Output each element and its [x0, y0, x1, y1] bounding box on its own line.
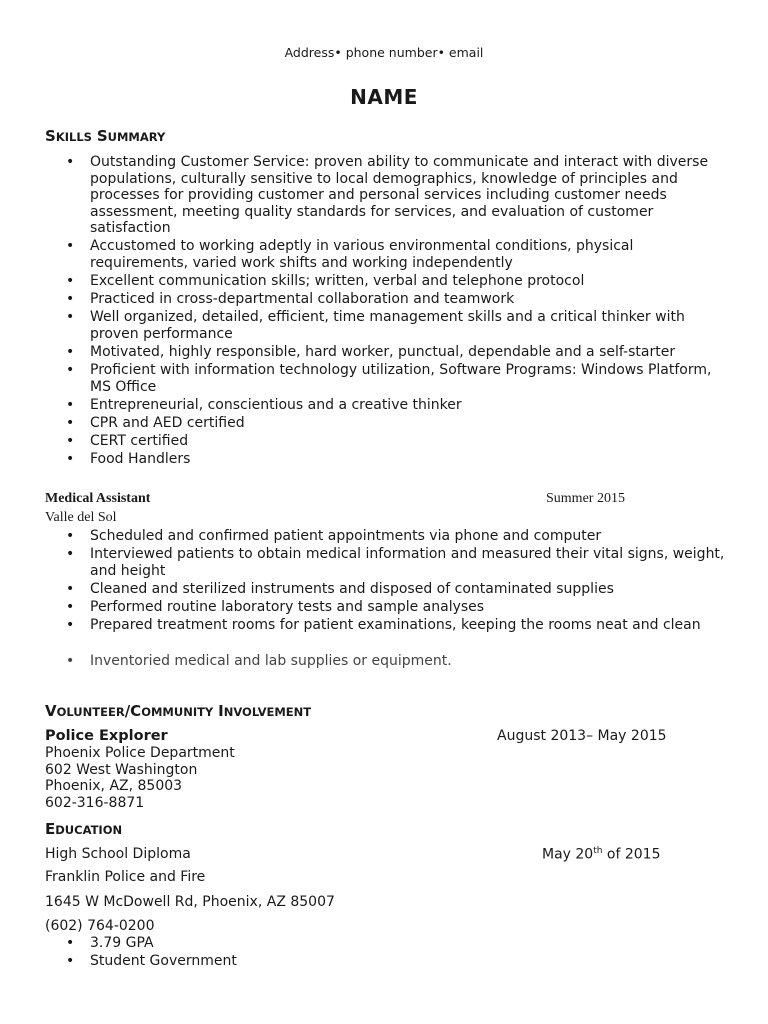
volunteer-phone: 602-316-8871	[45, 795, 145, 811]
skills-summary-heading: SKILLS SUMMARY	[45, 127, 166, 145]
education-school: Franklin Police and Fire	[45, 869, 206, 885]
job-date: Summer 2015	[546, 491, 625, 506]
list-item: • Performed routine laboratory tests and sample analyses	[45, 599, 735, 616]
education-date: May 20th of 2015	[542, 846, 661, 863]
education-address: 1645 W McDowell Rd, Phoenix, AZ 85007	[45, 894, 335, 910]
education-phone: (602) 764-0200	[45, 918, 155, 934]
list-item: • Interviewed patients to obtain medical information and measured their vital signs, weight, and height	[45, 546, 735, 579]
list-item: • 3.79 GPA	[45, 935, 735, 952]
list-item: • Proficient with information technology utilization, Software Programs: Windows Platform, MS Office	[45, 362, 735, 395]
list-item: • Scheduled and confirmed patient appointments via phone and computer	[45, 528, 735, 545]
list-item: • Outstanding Customer Service: proven ability to communicate and interact with diverse populations, culturally sensitive to local demographics, knowledge of principles and processes for providing customer and personal services including customer needs assessment, meeting quality standards for services, and evaluation of customer satisfaction	[45, 154, 735, 237]
education-degree: High School Diploma	[45, 846, 191, 862]
list-item: • CERT certified	[45, 433, 735, 450]
list-item: • Accustomed to working adeptly in various environmental conditions, physical requirements, varied work shifts and working independently	[45, 238, 735, 271]
job-title: Medical Assistant	[45, 491, 151, 506]
job-extra-list	[45, 653, 735, 670]
contact-line: Address• phone number• email	[284, 45, 484, 60]
list-item: • Student Government	[45, 953, 735, 970]
education-heading: EDUCATION	[45, 820, 123, 838]
list-item: • Food Handlers	[45, 451, 735, 468]
list-item: • Excellent communication skills; written, verbal and telephone protocol	[45, 273, 735, 290]
list-item: • CPR and AED certified	[45, 415, 735, 432]
volunteer-org: Phoenix Police Department	[45, 745, 235, 761]
volunteer-street: 602 West Washington	[45, 762, 198, 778]
list-item: • Well organized, detailed, efficient, time management skills and a critical thinker with proven performance	[45, 309, 735, 342]
list-item: • Practiced in cross-departmental collaboration and teamwork	[45, 291, 735, 308]
volunteer-city: Phoenix, AZ, 85003	[45, 778, 183, 794]
volunteer-heading: VOLUNTEER/COMMUNITY INVOLVEMENT	[45, 702, 312, 720]
job-employer: Valle del Sol	[45, 510, 117, 525]
list-item: • Entrepreneurial, conscientious and a creative thinker	[45, 397, 735, 414]
volunteer-dates: August 2013– May 2015	[497, 728, 667, 744]
skills-list	[45, 154, 735, 468]
list-item: • Prepared treatment rooms for patient examinations, keeping the rooms neat and clean	[45, 617, 735, 634]
education-list	[45, 935, 735, 970]
resume-name: NAME	[350, 85, 418, 109]
job-duties-list	[45, 528, 735, 634]
list-item: • Cleaned and sterilized instruments and disposed of contaminated supplies	[45, 581, 735, 598]
list-item: • Inventoried medical and lab supplies or equipment.	[45, 653, 735, 670]
list-item: • Motivated, highly responsible, hard worker, punctual, dependable and a self-starter	[45, 344, 735, 361]
volunteer-role: Police Explorer	[45, 728, 168, 744]
